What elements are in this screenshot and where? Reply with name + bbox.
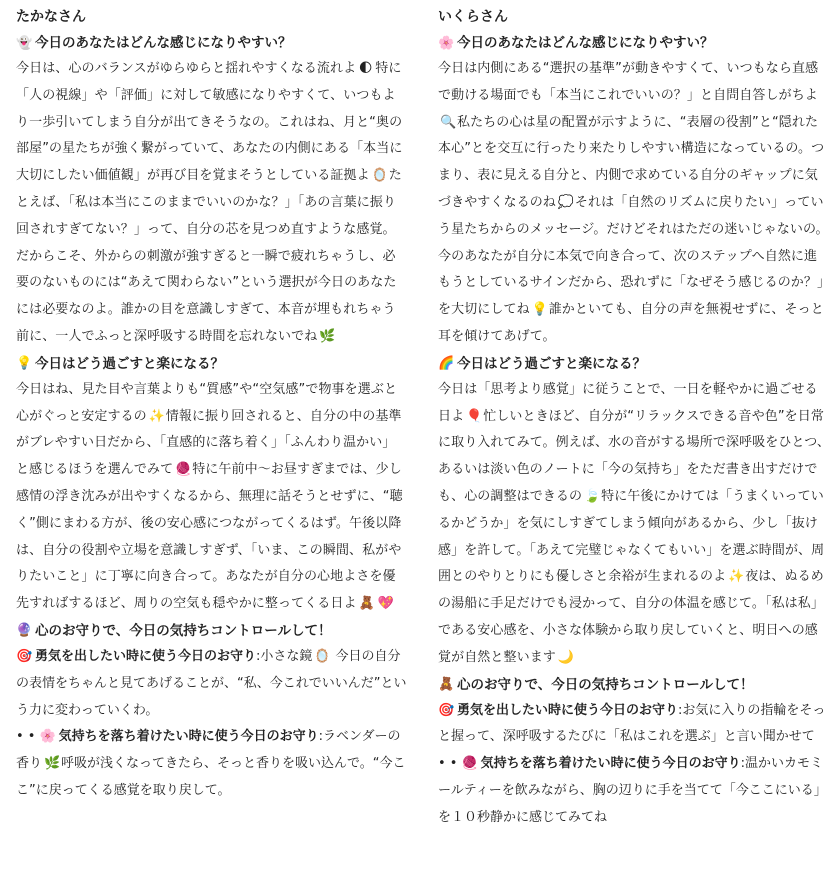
- text-segment: 誰かといても、自分の声を無視せずに、そっと耳を傾けてあげて。: [438, 302, 824, 344]
- question-heading-2: [16, 353, 408, 375]
- rainbow-icon: 🌈: [438, 356, 455, 372]
- answer-paragraph-2: [16, 377, 408, 618]
- answer-paragraph-1: [16, 56, 408, 351]
- amulet-item-1: [16, 644, 408, 724]
- text-segment: 今日は、心のバランスがゆらゆらと揺れやすくなる流れよ: [16, 61, 357, 76]
- amulet-label: 勇気を出したい時に使う今日のお守り: [457, 702, 679, 718]
- thought-bubble-icon: 💭: [557, 194, 575, 210]
- right-column: [438, 6, 830, 832]
- target-icon: 🎯: [438, 702, 455, 718]
- amulet-label: 気持ちを落ち着けたい時に使う今日のお守り: [480, 756, 741, 772]
- text-segment: 情報に振り回されると、自分の中の基準がブレやすい日だから、「直感的に落ち着く」「ふんわり温かい」と感じるほうを選んでみて: [16, 408, 402, 478]
- text-segment: 特に「人の視線」や「評価」に対して敏感になりやすくて、いつもより一歩引いてしまう自分が出てきそうなの。これはね、月と“奥の部屋”の星たちが強く繋がっていて、あなたの内側にある「本当に大切にしたい価値観」が再び目を覚まそうとしている証拠よ: [16, 61, 403, 184]
- text-segment: :お気に入りの指輪をそっと握って、深呼吸するたびに「私はこれを選ぶ」と言い聞かせて: [438, 702, 826, 745]
- text-segment: :小さな鏡: [256, 648, 313, 664]
- leaf-icon: 🍃: [584, 488, 601, 504]
- text-segment: :ラベンダーの香り: [16, 729, 401, 772]
- mirror-icon: 🪞: [371, 168, 388, 184]
- yarn-icon: 🧶: [175, 462, 192, 478]
- text-segment: 今日はね、見た目や言葉よりも“質感”や“空気感”で物事を選ぶと心がぐっと安定するの: [16, 381, 398, 424]
- person-name: たかなさん: [16, 9, 86, 25]
- answer-paragraph-2: [438, 377, 830, 672]
- teddy-bear-icon: 🧸: [358, 596, 375, 612]
- text-segment: 忙しいときほど、自分が“リラックスできる音や色”を日常に取り入れてみて。例えば、水の音がする場所で深呼吸をひとつ、あるいは淡い色のノートに「今の気持ち」をただ書き出すだけでも、心の調整はできるの: [438, 408, 830, 504]
- cherry-blossom-icon: 🌸: [438, 35, 455, 51]
- teddy-bear-icon: 🧸: [438, 677, 455, 693]
- amulet-item-1: [438, 698, 830, 752]
- crystal-ball-icon: 🔮: [16, 623, 33, 639]
- heading-text: 今日はどう過ごすと楽になる？: [457, 355, 646, 372]
- text-segment: 私たちの心は星の配置が示すように、“表層の役割”と“隠れた本心”とを交互に行ったり来たりしやすい構造になっているの。つまり、表に見える自分と、内側で求めている自分のギャップに気づきやすくなるのね: [438, 114, 825, 210]
- text-segment: それは「自然のリズムに戻りたい」っていう星たちからのメッセージ。だけどそれはただの迷いじゃないの。今のあなたが自分に本気で向き合って、次のステップへ自然に進もうとしているサインだから、恐れずに「なぜそう感じるのか？」を大切にしてね: [438, 194, 829, 318]
- text-segment: :温かいカモミールティーを飲みながら、胸の辺りに手を当てて「今ここにいる」を１０秒静かに感じてみてね: [438, 756, 827, 825]
- question-heading-3: [16, 620, 408, 642]
- text-segment: 今日は「思考より感覚」に従うことで、一日を軽やかに過ごせる日よ: [438, 381, 818, 424]
- question-heading-1: [438, 32, 830, 54]
- text-segment: 夜は、ぬるめの湯船に手足だけでも浸かって、自分の体温を感じて。「私は私」である安心感を、小さな体験から取り戻していくと、明日への感覚が自然と整います: [438, 569, 824, 665]
- text-segment: 特に午前中〜お昼すぎまでは、少し感情の浮き沈みが出やすくなるから、無理に話そうとせずに、“聴く”側にまわる方が、後の安心感につながってくるはず。午後以降は、自分の役割や立場を意識しすぎず、「いま、この瞬間、私がやりたいこと」に丁寧に向き合って。あなたが自分の心地よさを優先すればするほど、周りの空気も穏やかに整ってくる日よ: [16, 462, 403, 612]
- yarn-icon: 🧶: [461, 756, 478, 772]
- person-name: いくらさん: [438, 9, 508, 25]
- question-heading-1: [16, 32, 408, 54]
- heading-text: 心のお守りで、今日の気持ちコントロールして！: [457, 676, 754, 693]
- text-segment: たとえば、「私は本当にこのままでいいのかな？」「あの言葉に振り回されすぎてない？」って、自分の芯を見つめ直すような感覚。だからこそ、外からの刺激が強すぎると一瞬で疲れちゃうし、必要のないものには“あえて関わらない”という選択が今日のあなたには必要なのよ。誰かの目を意識しすぎて、本音が埋もれちゃう前に、一人でふっと深呼吸する時間を忘れないでね: [16, 168, 402, 344]
- sparkling-heart-icon: 💖: [377, 596, 394, 612]
- text-segment: 今日は内側にある“選択の基準”が動きやすくて、いつもなら直感で動ける場面でも「本当にこれでいいの？」と自問自答しがちよ: [438, 61, 819, 103]
- herb-icon: 🌿: [44, 756, 61, 772]
- amulet-item-2: [16, 724, 408, 804]
- question-heading-2: [438, 353, 830, 375]
- amulet-label: 勇気を出したい時に使う今日のお守り: [35, 648, 257, 664]
- magnifier-icon: 🔍: [440, 114, 457, 130]
- text-segment: 今日の自分の表情をちゃんと見てあげることが、“私、今これでいいんだ”という力に変わっていくわ。: [16, 648, 407, 718]
- heading-text: 今日のあなたはどんな感じになりやすい？: [457, 35, 714, 51]
- heading-text: 今日はどう過ごすと楽になる？: [35, 355, 224, 372]
- amulet-item-2: [438, 751, 830, 831]
- ghost-icon: 👻: [16, 35, 33, 51]
- bullet-dots: • •: [16, 729, 36, 745]
- amulet-label: 気持ちを落ち着けたい時に使う今日のお守り: [58, 729, 319, 745]
- sparkles-icon: ✨: [148, 408, 166, 424]
- balloon-icon: 🎈: [466, 408, 483, 424]
- target-icon: 🎯: [16, 648, 33, 664]
- heading-text: 心のお守りで、今日の気持ちコントロールして！: [35, 622, 332, 639]
- herb-icon: 🌿: [319, 328, 336, 344]
- moon-icon: 🌓: [358, 61, 373, 76]
- answer-paragraph-1: [438, 56, 830, 351]
- text-segment: 呼吸が浅くなってきたら、そっと香りを吸い込んで。“今ここ”に戻ってくる感覚を取り戻して。: [16, 756, 406, 798]
- lightbulb-icon: 💡: [531, 302, 548, 318]
- heading-text: 今日のあなたはどんな感じになりやすい？: [35, 35, 292, 51]
- cherry-blossom-icon: 🌸: [39, 729, 56, 745]
- question-heading-3: [438, 674, 830, 696]
- lightbulb-icon: 💡: [16, 356, 33, 372]
- sparkles-icon: ✨: [728, 569, 745, 585]
- crescent-moon-icon: 🌙: [557, 649, 575, 665]
- text-segment: 特に午後にかけては「うまくいっているかどうか」を気にしすぎてしまう傾向があるから、少し「抜け感」を許して。「あえて完璧じゃなくてもいい」を選ぶ時間が、周囲とのやりとりにも優しさと余裕が生まれるのよ: [438, 488, 825, 585]
- bullet-dots: • •: [438, 756, 458, 772]
- left-column: [16, 6, 408, 805]
- mirror-icon: 🪞: [314, 648, 331, 664]
